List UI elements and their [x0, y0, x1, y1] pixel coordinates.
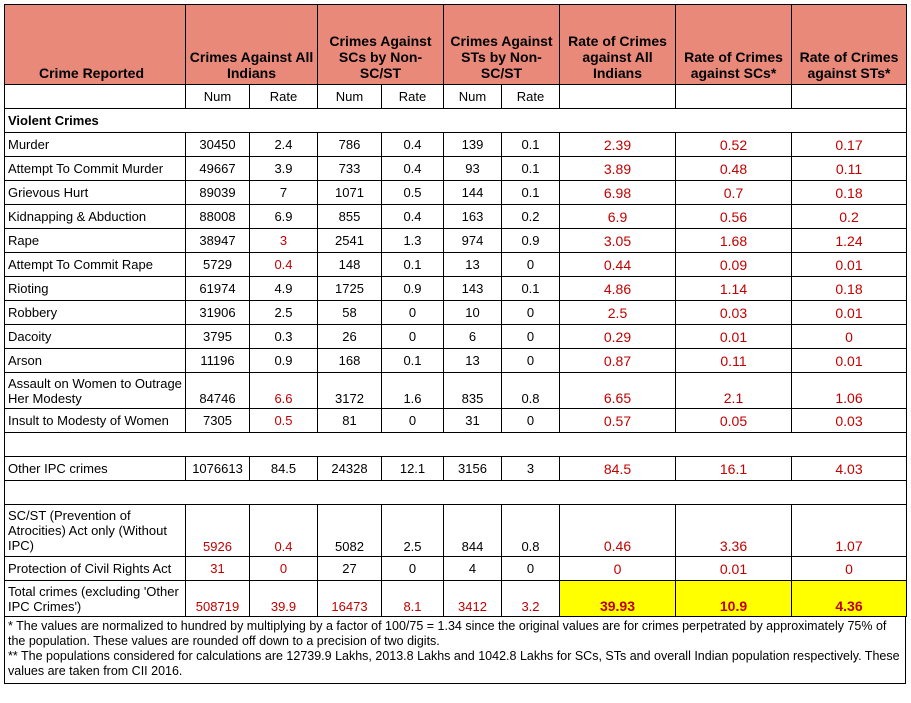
subheader-num: Num [318, 85, 382, 109]
crime-table-container [4, 4, 906, 684]
st-rate-cell: 0 [502, 253, 560, 277]
st-num-cell: 139 [444, 133, 502, 157]
subheader-rate: Rate [382, 85, 444, 109]
st-num-cell: 835 [444, 373, 502, 409]
rate-st-cell: 0.18 [792, 181, 907, 205]
subheader-blank [792, 85, 907, 109]
st-num-cell: 10 [444, 301, 502, 325]
st-num-cell: 143 [444, 277, 502, 301]
all-rate-cell: 4.9 [250, 277, 318, 301]
sc-rate-cell: 1.3 [382, 229, 444, 253]
st-rate-cell: 0.8 [502, 373, 560, 409]
rate-st-cell: 0.18 [792, 277, 907, 301]
sc-num-cell: 58 [318, 301, 382, 325]
st-rate-cell: 0.8 [502, 505, 560, 557]
sc-rate-cell: 0 [382, 409, 444, 433]
rate-all-cell: 4.86 [560, 277, 676, 301]
crime-statistics-table [4, 4, 907, 617]
table-row [5, 349, 907, 373]
all-num-cell: 1076613 [186, 457, 250, 481]
st-rate-cell: 0.1 [502, 181, 560, 205]
table-row [5, 301, 907, 325]
header-against-scs: Crimes Against SCs by Non-SC/ST [318, 5, 444, 85]
table-row [5, 205, 907, 229]
st-num-cell: 13 [444, 349, 502, 373]
sc-rate-cell: 8.1 [382, 581, 444, 617]
subheader-blank [676, 85, 792, 109]
sc-num-cell: 733 [318, 157, 382, 181]
rate-sc-cell: 0.52 [676, 133, 792, 157]
rate-sc-cell: 1.14 [676, 277, 792, 301]
crime-name-cell: SC/ST (Prevention of Atrocities) Act only (Without IPC) [5, 505, 186, 557]
crime-name-cell: Attempt To Commit Rape [5, 253, 186, 277]
act-crimes-body [5, 505, 907, 581]
st-rate-cell: 0.1 [502, 277, 560, 301]
crime-name-cell: Other IPC crimes [5, 457, 186, 481]
rate-sc-cell: 0.03 [676, 301, 792, 325]
st-num-cell: 144 [444, 181, 502, 205]
rate-all-cell: 2.5 [560, 301, 676, 325]
sc-num-cell: 148 [318, 253, 382, 277]
sc-num-cell: 1725 [318, 277, 382, 301]
rate-all-cell: 0.46 [560, 505, 676, 557]
subheader-num: Num [186, 85, 250, 109]
rate-sc-cell: 0.11 [676, 349, 792, 373]
all-rate-cell: 2.4 [250, 133, 318, 157]
st-rate-cell: 0 [502, 409, 560, 433]
header-rate-all: Rate of Crimes against All Indians [560, 5, 676, 85]
rate-sc-cell: 0.01 [676, 557, 792, 581]
rate-all-cell: 3.05 [560, 229, 676, 253]
rate-all-cell: 39.93 [560, 581, 676, 617]
header-against-all: Crimes Against All Indians [186, 5, 318, 85]
sc-rate-cell: 0 [382, 301, 444, 325]
all-num-cell: 3795 [186, 325, 250, 349]
rate-sc-cell: 0.7 [676, 181, 792, 205]
act-row [5, 557, 907, 581]
st-num-cell: 3156 [444, 457, 502, 481]
st-num-cell: 163 [444, 205, 502, 229]
st-num-cell: 13 [444, 253, 502, 277]
sc-num-cell: 26 [318, 325, 382, 349]
crime-name-cell: Attempt To Commit Murder [5, 157, 186, 181]
rate-st-cell: 1.07 [792, 505, 907, 557]
all-num-cell: 89039 [186, 181, 250, 205]
sc-rate-cell: 1.6 [382, 373, 444, 409]
rate-all-cell: 84.5 [560, 457, 676, 481]
crime-name-cell: Murder [5, 133, 186, 157]
act-row [5, 505, 907, 557]
footnotes [4, 617, 906, 684]
table-row [5, 277, 907, 301]
st-rate-cell: 0.9 [502, 229, 560, 253]
rate-st-cell: 4.36 [792, 581, 907, 617]
total-crimes-body [5, 581, 907, 617]
rate-all-cell: 6.98 [560, 181, 676, 205]
rate-st-cell: 0.01 [792, 349, 907, 373]
other-crimes-body [5, 457, 907, 481]
crime-name-cell: Rape [5, 229, 186, 253]
other-ipc-row [5, 457, 907, 481]
crime-name-cell: Grievous Hurt [5, 181, 186, 205]
rate-all-cell: 2.39 [560, 133, 676, 157]
sc-rate-cell: 0.9 [382, 277, 444, 301]
sc-num-cell: 2541 [318, 229, 382, 253]
rate-sc-cell: 3.36 [676, 505, 792, 557]
rate-all-cell: 0.44 [560, 253, 676, 277]
rate-st-cell: 0 [792, 325, 907, 349]
sc-num-cell: 1071 [318, 181, 382, 205]
sc-num-cell: 168 [318, 349, 382, 373]
all-rate-cell: 7 [250, 181, 318, 205]
crime-name-cell: Robbery [5, 301, 186, 325]
all-rate-cell: 3.9 [250, 157, 318, 181]
all-rate-cell: 0.9 [250, 349, 318, 373]
rate-sc-cell: 0.48 [676, 157, 792, 181]
rate-st-cell: 4.03 [792, 457, 907, 481]
crime-name-cell: Kidnapping & Abduction [5, 205, 186, 229]
crime-name-cell: Arson [5, 349, 186, 373]
all-num-cell: 30450 [186, 133, 250, 157]
all-num-cell: 11196 [186, 349, 250, 373]
all-rate-cell: 2.5 [250, 301, 318, 325]
subheader-blank [560, 85, 676, 109]
rate-st-cell: 0.01 [792, 301, 907, 325]
rate-all-cell: 0.87 [560, 349, 676, 373]
all-rate-cell: 6.6 [250, 373, 318, 409]
header-row [5, 5, 907, 85]
crime-name-cell: Protection of Civil Rights Act [5, 557, 186, 581]
st-num-cell: 6 [444, 325, 502, 349]
subheader-rate: Rate [250, 85, 318, 109]
st-num-cell: 31 [444, 409, 502, 433]
st-rate-cell: 0.1 [502, 133, 560, 157]
sc-rate-cell: 2.5 [382, 505, 444, 557]
table-row [5, 253, 907, 277]
sc-num-cell: 5082 [318, 505, 382, 557]
crime-name-cell: Total crimes (excluding 'Other IPC Crimes') [5, 581, 186, 617]
all-num-cell: 49667 [186, 157, 250, 181]
rate-sc-cell: 16.1 [676, 457, 792, 481]
rate-st-cell: 0.17 [792, 133, 907, 157]
crime-name-cell: Assault on Women to Outrage Her Modesty [5, 373, 186, 409]
st-rate-cell: 0 [502, 301, 560, 325]
all-rate-cell: 6.9 [250, 205, 318, 229]
rate-all-cell: 6.65 [560, 373, 676, 409]
all-num-cell: 31 [186, 557, 250, 581]
footnote-population: ** The populations considered for calculations are 12739.9 Lakhs, 2013.8 Lakhs and 1042.8 Lakhs for SCs, STs and overall Indian population respectively. These values are taken from CII 2016. [8, 649, 900, 678]
sc-rate-cell: 0 [382, 557, 444, 581]
all-num-cell: 84746 [186, 373, 250, 409]
subheader-blank [5, 85, 186, 109]
rate-st-cell: 0.03 [792, 409, 907, 433]
all-num-cell: 31906 [186, 301, 250, 325]
subheader-rate: Rate [502, 85, 560, 109]
table-row [5, 229, 907, 253]
table-row [5, 409, 907, 433]
all-rate-cell: 84.5 [250, 457, 318, 481]
crime-name-cell: Dacoity [5, 325, 186, 349]
all-num-cell: 38947 [186, 229, 250, 253]
all-num-cell: 61974 [186, 277, 250, 301]
header-crime-reported: Crime Reported [5, 5, 186, 85]
all-num-cell: 5926 [186, 505, 250, 557]
st-rate-cell: 0.2 [502, 205, 560, 229]
header-against-sts: Crimes Against STs by Non-SC/ST [444, 5, 560, 85]
st-rate-cell: 0.1 [502, 157, 560, 181]
st-rate-cell: 3.2 [502, 581, 560, 617]
total-row [5, 581, 907, 617]
table-row [5, 181, 907, 205]
all-rate-cell: 0 [250, 557, 318, 581]
all-num-cell: 5729 [186, 253, 250, 277]
sc-rate-cell: 12.1 [382, 457, 444, 481]
rate-sc-cell: 10.9 [676, 581, 792, 617]
rate-sc-cell: 1.68 [676, 229, 792, 253]
sc-num-cell: 81 [318, 409, 382, 433]
st-num-cell: 844 [444, 505, 502, 557]
all-num-cell: 508719 [186, 581, 250, 617]
rate-sc-cell: 0.56 [676, 205, 792, 229]
sc-rate-cell: 0.4 [382, 133, 444, 157]
sc-num-cell: 27 [318, 557, 382, 581]
rate-all-cell: 0.57 [560, 409, 676, 433]
sc-num-cell: 24328 [318, 457, 382, 481]
st-num-cell: 4 [444, 557, 502, 581]
violent-crimes-body [5, 133, 907, 433]
rate-all-cell: 0 [560, 557, 676, 581]
st-rate-cell: 0 [502, 349, 560, 373]
sc-rate-cell: 0.4 [382, 205, 444, 229]
rate-all-cell: 6.9 [560, 205, 676, 229]
rate-st-cell: 0 [792, 557, 907, 581]
table-row [5, 325, 907, 349]
all-rate-cell: 3 [250, 229, 318, 253]
rate-st-cell: 0.2 [792, 205, 907, 229]
all-rate-cell: 39.9 [250, 581, 318, 617]
st-num-cell: 93 [444, 157, 502, 181]
rate-all-cell: 0.29 [560, 325, 676, 349]
subheader-row [5, 85, 907, 109]
header-rate-scs: Rate of Crimes against SCs* [676, 5, 792, 85]
st-rate-cell: 0 [502, 557, 560, 581]
rate-st-cell: 1.24 [792, 229, 907, 253]
sc-num-cell: 855 [318, 205, 382, 229]
all-rate-cell: 0.3 [250, 325, 318, 349]
sc-rate-cell: 0.4 [382, 157, 444, 181]
table-row [5, 133, 907, 157]
footnote-normalization: * The values are normalized to hundred by multiplying by a factor of 100/75 = 1.34 since the original values are for crimes perpetrated by approximately 75% of the population. These values are rounded off down to a precision of two digits. [8, 619, 887, 648]
section-row [5, 109, 907, 133]
st-num-cell: 3412 [444, 581, 502, 617]
rate-all-cell: 3.89 [560, 157, 676, 181]
table-row [5, 373, 907, 409]
rate-st-cell: 0.01 [792, 253, 907, 277]
all-rate-cell: 0.4 [250, 505, 318, 557]
all-rate-cell: 0.5 [250, 409, 318, 433]
crime-name-cell: Insult to Modesty of Women [5, 409, 186, 433]
sc-num-cell: 786 [318, 133, 382, 157]
sc-rate-cell: 0.5 [382, 181, 444, 205]
section-title-violent: Violent Crimes [5, 109, 907, 133]
st-num-cell: 974 [444, 229, 502, 253]
rate-sc-cell: 0.01 [676, 325, 792, 349]
rate-sc-cell: 2.1 [676, 373, 792, 409]
rate-st-cell: 0.11 [792, 157, 907, 181]
crime-name-cell: Rioting [5, 277, 186, 301]
subheader-num: Num [444, 85, 502, 109]
rate-st-cell: 1.06 [792, 373, 907, 409]
sc-rate-cell: 0.1 [382, 253, 444, 277]
all-rate-cell: 0.4 [250, 253, 318, 277]
all-num-cell: 88008 [186, 205, 250, 229]
spacer-row [5, 481, 907, 505]
all-num-cell: 7305 [186, 409, 250, 433]
sc-num-cell: 16473 [318, 581, 382, 617]
header-rate-sts: Rate of Crimes against STs* [792, 5, 907, 85]
sc-rate-cell: 0.1 [382, 349, 444, 373]
spacer-row [5, 433, 907, 457]
table-row [5, 157, 907, 181]
st-rate-cell: 3 [502, 457, 560, 481]
rate-sc-cell: 0.09 [676, 253, 792, 277]
sc-rate-cell: 0 [382, 325, 444, 349]
sc-num-cell: 3172 [318, 373, 382, 409]
rate-sc-cell: 0.05 [676, 409, 792, 433]
st-rate-cell: 0 [502, 325, 560, 349]
